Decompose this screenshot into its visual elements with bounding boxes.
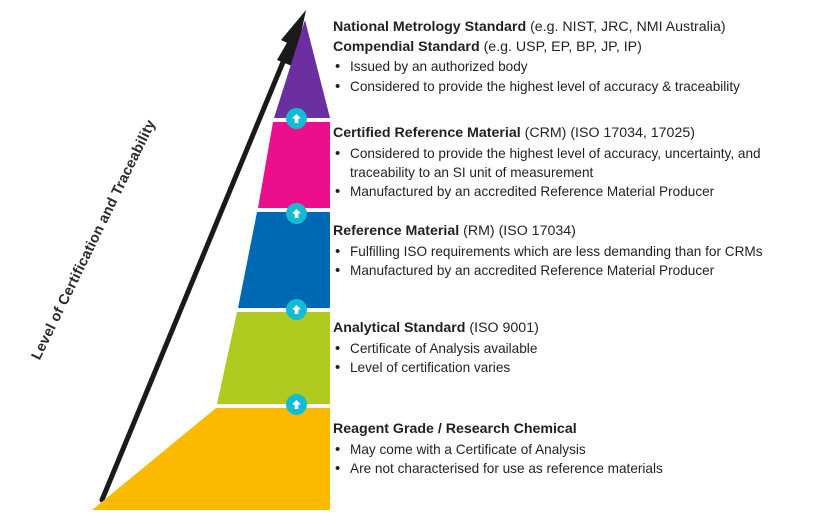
tier-text-analytical-standard [333,319,809,377]
tier-heading-light: (CRM) (ISO 17034, 17025) [524,125,695,141]
level-up-badge-4 [286,394,307,415]
tier-heading-bold: Reagent Grade / Research Chemical [333,421,577,437]
tier-shape-reference-material [88,212,330,308]
tier-heading [333,124,809,143]
level-up-badge-3 [286,299,307,320]
tier-bullet-list [333,242,809,281]
tier-heading-bold: Certified Reference Material [333,125,521,141]
level-up-badge-1 [286,108,307,129]
tier-heading-secondary-bold: Compendial Standard [333,38,480,55]
tier-heading-light: (RM) (ISO 17034) [463,223,576,239]
level-up-badge-2 [286,203,307,224]
tier-shape-national-metrology-standard [88,18,330,118]
tier-text-national-metrology-standard [333,18,809,96]
list-item: • Are not characterised for use as reference materials [333,459,809,478]
tier-heading-bold: Analytical Standard [333,320,466,336]
list-item: • Manufactured by an accredited Reference Material Producer [333,261,809,280]
list-item: • Considered to provide the highest level of accuracy, uncertainty, and traceability to an SI unit of measurement [333,144,809,183]
list-item: • Level of certification varies [333,358,809,377]
tier-shape-analytical-standard [88,312,330,404]
tier-text-certified-reference-material [333,124,809,202]
list-item: • Fulfilling ISO requirements which are less demanding than for CRMs [333,242,809,261]
list-item: • Manufactured by an accredited Reference Material Producer [333,182,809,201]
tier-heading [333,222,809,241]
tier-text-reagent-grade-research-chemical [333,420,809,478]
tier-heading [333,319,809,338]
tier-heading [333,420,809,439]
tier-bullet-list [333,57,809,96]
tier-heading-secondary-light: (e.g. USP, EP, BP, JP, IP) [483,38,642,55]
tier-shape-certified-reference-material [88,122,330,208]
list-item: • Issued by an authorized body [333,57,809,76]
tier-heading [333,18,809,37]
tier-text-reference-material [333,222,809,280]
list-item: • May come with a Certificate of Analysis [333,440,809,459]
tier-bullet-list [333,339,809,378]
tier-heading-light: (ISO 9001) [469,320,539,336]
tier-shape-reagent-grade-research-chemical [88,408,330,510]
tier-bullet-list [333,144,809,202]
tier-heading-secondary [333,38,809,57]
pyramid-shape [88,18,330,510]
axis-label: Level of Certification and Traceability [28,117,160,363]
tier-heading-bold: Reference Material [333,223,460,239]
list-item: • Considered to provide the highest level of accuracy & traceability [333,77,809,96]
list-item: • Certificate of Analysis available [333,339,809,358]
tier-bullet-list [333,440,809,479]
tier-heading-bold: National Metrology Standard [333,19,527,35]
tier-heading-light: (e.g. NIST, JRC, NMI Australia) [530,19,726,35]
